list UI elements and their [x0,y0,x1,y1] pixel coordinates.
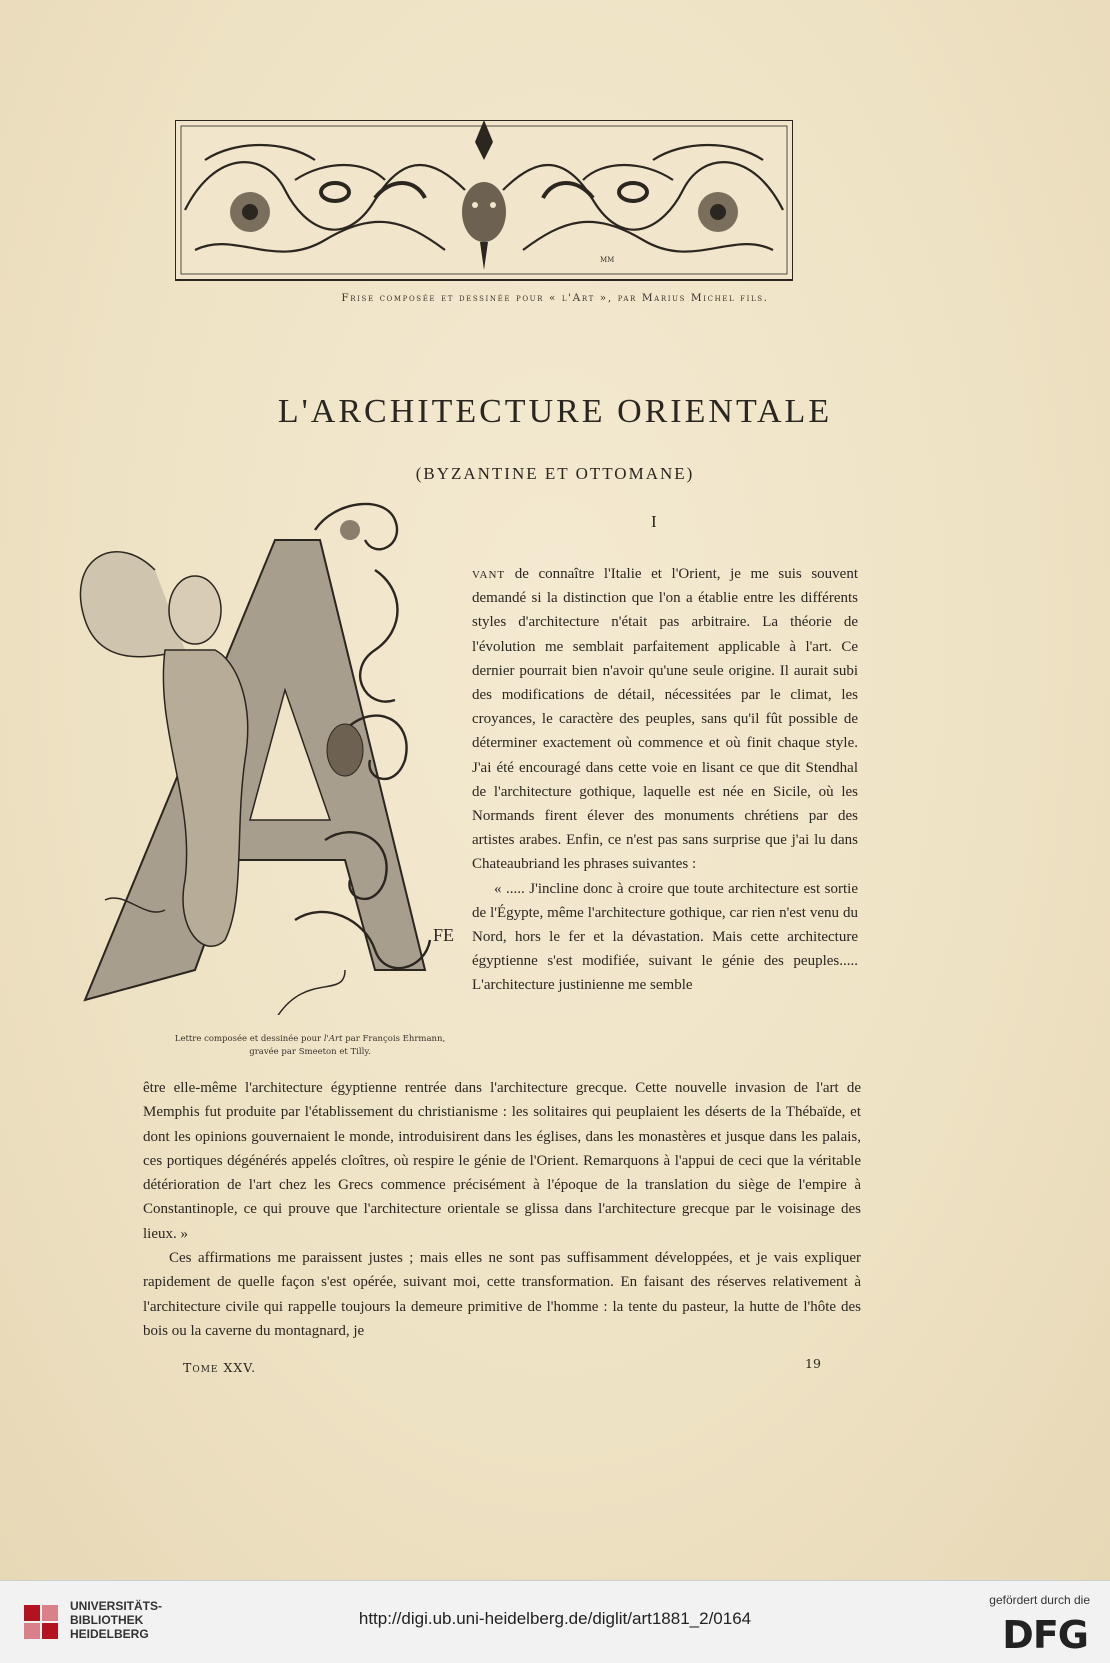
ornamental-frieze [175,120,793,292]
initial-caption-text: Lettre composée et dessinée pour [174,1034,324,1044]
frieze-signature: MM [600,256,615,264]
opening-word: vant [472,566,506,582]
frieze-caption: Frise composée et dessinée pour « l'Art », par Marius Michel fils. [341,292,769,304]
initial-illustration [45,500,465,1015]
funding-label: gefördert durch die [989,1593,1090,1607]
library-name-line-2: BIBLIOTHEK [70,1613,144,1627]
library-name-line-3: HEIDELBERG [70,1627,149,1641]
paragraph-1: de connaître l'Italie et l'Orient, je me suis souvent demandé si la distinction que l'on a établie entre les différents styles d'architecture n'était pas arbitraire. La théorie de l'évolution me semblait parfaitement applicable à l'art. Ce dernier pourrait bien n'avoir qu'une seule origine. Il aurait subi des modifications de détail, nécessitées par le climat, les croyances, le caractère des peuples, sans qu'il fût possible de déterminer exactement où commence et où finit chaque style. J'ai été encouragé dans cette voie en lisant ce que dit Stendhal de l'architecture gothique, laquelle est née en Sicile, où les Normands firent élever des monuments chrétiens par des artistes arabes. Enfin, ce n'est pas sans surprise que j'ai lu dans Chateaubriand les phrases suivantes : [472,566,858,873]
page-number: 19 [805,1356,821,1371]
quote-continuation: être elle-même l'architecture égyptienne rentrée dans l'architecture grecque. Cette nouvelle invasion de l'art de Memphis fut produite par l'établissement du christianisme : les solitaires qui peuplaient les déserts de la Thébaïde, et dont les opinions gouvernaient le monde, introduisirent dans les églises, dans les monastères et jusque dans les palais, ces portiques dégénérés appelés cloîtres, où respire le génie de l'Orient. Remarquons à l'appui de ceci que la véritable détérioration de l'art chez les Grecs commence précisément à l'époque de la translation du siège de l'empire à Constantinople, ce qui prouve que l'architecture orientale se glissa dans l'architecture grecque par le voisinage des lieux. » [143,1080,861,1242]
article-title: L'ARCHITECTURE ORIENTALE [277,393,833,430]
paragraph-2: Ces affirmations me paraissent justes ; mais elles ne sont pas suffisamment développées, et je vais expliquer rapidement de quelle façon s'est opérée, suivant moi, cette transformation. En faisant des réserves relativement à l'architecture civile qui rappelle toujours la demeure primitive de l'homme : la tente du pasteur, la hutte de l'hôte des bois ou la caverne du montagnard, je [143,1250,861,1339]
decorated-initial [45,500,465,1015]
quote-column: « ..... J'incline donc à croire que toute architecture est sortie de l'Égypte, même l'architecture gothique, car rien n'est venu du Nord, hors le fer et la dévastation. Mais cette architecture égyptienne s'est modifiée, suivant le génie des peuples..... L'architecture justinienne me semble [472,880,858,994]
initial-caption [160,1033,460,1059]
section-number: I [651,512,657,531]
frieze-illustration [175,120,793,292]
initial-caption-journal: l'Art [323,1034,343,1044]
opening-paragraph [472,562,858,877]
permalink-url[interactable]: http://digi.ub.uni-heidelberg.de/diglit/art1881_2/0164 [358,1609,752,1628]
initial-caption-author: par François Ehrmann, [342,1034,446,1044]
body-full-width [143,1076,861,1343]
initial-monogram: FE [433,925,455,945]
initial-caption-engravers: gravée par Smeeton et Tilly. [249,1047,371,1057]
dfg-logo-icon[interactable]: DFG [1002,1613,1088,1657]
library-name-line-1: UNIVERSITÄTS- [70,1599,163,1613]
article-subtitle: (BYZANTINE ET OTTOMANE) [415,464,695,483]
volume-label: Tome XXV. [183,1360,257,1375]
viewer-footer [0,1580,1110,1663]
body-column [472,562,858,998]
